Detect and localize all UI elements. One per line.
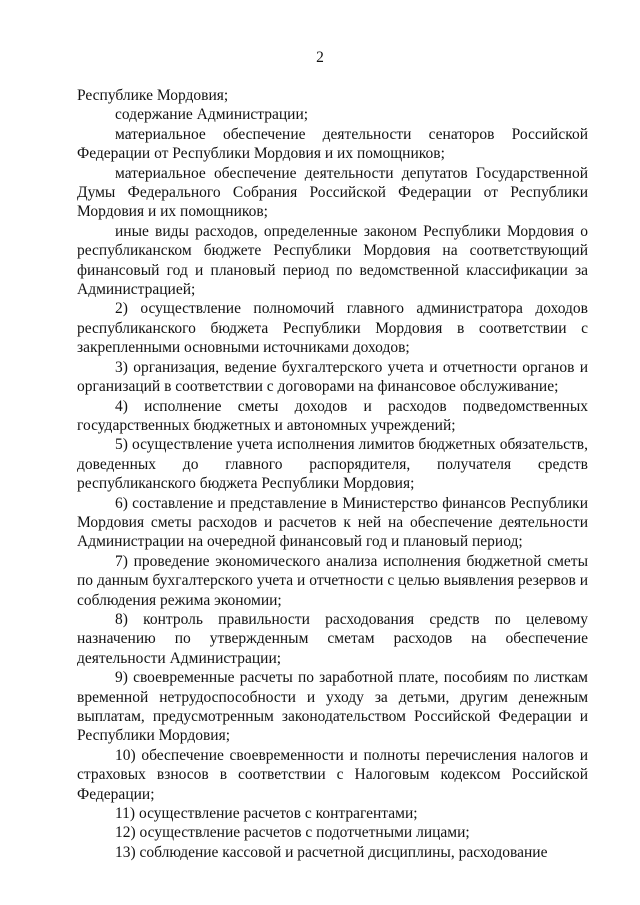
paragraph: Республике Мордовия; bbox=[77, 87, 229, 104]
paragraph: материальное обеспечение деятельности депутатов Государственной Думы Федерального Собрания Российской Федерации от Республики Мордовия и их помощников; bbox=[77, 164, 588, 221]
paragraph: 4) исполнение сметы доходов и расходов подведомственных государственных бюджетных и автономных учреждений; bbox=[77, 397, 588, 434]
paragraph: иные виды расходов, определенные законом Республики Мордовия о республиканском бюджете Республики Мордовия на соответствующий финансовый год и плановый период по ведомственной классификации за Администрацией; bbox=[77, 222, 588, 299]
paragraph: 7) проведение экономического анализа исполнения бюджетной сметы по данным бухгалтерского учета и отчетности с целью выявления резервов и соблюдения режима экономии; bbox=[77, 552, 588, 609]
document-body bbox=[77, 86, 588, 862]
paragraph: материальное обеспечение деятельности сенаторов Российской Федерации от Республики Мордовия и их помощников; bbox=[77, 125, 588, 163]
paragraph: 11) осуществление расчетов с контрагентами; bbox=[115, 805, 418, 823]
paragraph: 6) составление и представление в Министерство финансов Республики Мордовия сметы расходов и расчетов к ней на обеспечение деятельности Администрации на очередной финансовый год и плановый период; bbox=[77, 494, 588, 551]
paragraph: 8) контроль правильности расходования средств по целевому назначению по утвержденным сметам расходов на обеспечение деятельности Администрации; bbox=[77, 610, 588, 667]
paragraph: 3) организация, ведение бухгалтерского учета и отчетности органов и организаций в соответствии с договорами на финансовое обслуживание; bbox=[77, 358, 588, 396]
paragraph: 10) обеспечение своевременности и полноты перечисления налогов и страховых взносов в соответствии с Налоговым кодексом Российской Федерации; bbox=[77, 746, 588, 803]
paragraph: 5) осуществление учета исполнения лимитов бюджетных обязательств, доведенных до главного распорядителя, получателя средств республиканского бюджета Республики Мордовия; bbox=[77, 436, 588, 493]
paragraph: 9) своевременные расчеты по заработной плате, пособиям по листкам временной нетрудоспособности и уходу за детьми, другим денежным выплатам, предусмотренным законодательством Российской Федерации и Республики Мордовия; bbox=[77, 669, 588, 745]
paragraph: 13) соблюдение кассовой и расчетной дисциплины, расходование bbox=[115, 843, 548, 861]
paragraph: содержание Администрации; bbox=[115, 106, 309, 124]
page-number: 2 bbox=[316, 49, 324, 66]
paragraph: 12) осуществление расчетов с подотчетными лицами; bbox=[115, 824, 470, 842]
paragraph: 2) осуществление полномочий главного администратора доходов республиканского бюджета Республики Мордовия в соответствии с закрепленными основными источниками доходов; bbox=[77, 300, 588, 357]
